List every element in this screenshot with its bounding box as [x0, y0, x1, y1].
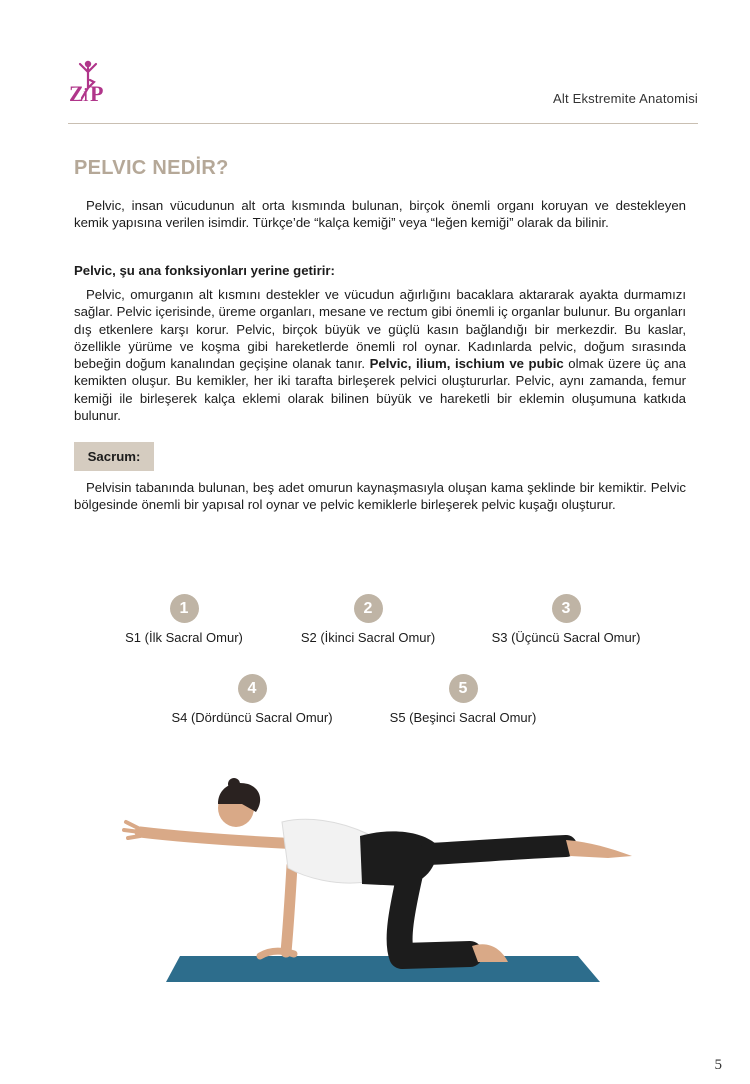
page-number: 5	[714, 1057, 722, 1073]
zip-logo	[68, 58, 110, 114]
support-arm	[286, 866, 292, 952]
vertebra-item-s4	[152, 674, 352, 725]
vertebra-label: S2 (İkinci Sacral Omur)	[300, 630, 436, 645]
sacrum-badge: Sacrum:	[74, 442, 154, 471]
svg-text:i: i	[83, 84, 89, 106]
support-leg	[400, 874, 470, 956]
intro-paragraph: Pelvic, insan vücudunun alt orta kısmında bulunan, birçok önemli organı koruyan ve destekleyen kemik yapısına verilen isimdir. Türkçe’de “kalça kemiği” veya “leğen kemiği” olarak da bilinir.	[74, 198, 686, 231]
number-badge: 4	[238, 674, 267, 703]
page-title: PELVIC NEDİR?	[74, 157, 229, 179]
functions-heading: Pelvic, şu ana fonksiyonları yerine getirir:	[74, 263, 335, 278]
svg-text:P: P	[90, 81, 104, 106]
number-badge: 3	[552, 594, 581, 623]
extended-leg	[428, 846, 566, 854]
header-title: Alt Ekstremite Anatomisi	[553, 91, 698, 106]
yoga-mat	[166, 956, 600, 982]
functions-text-after: olmak üzere üç ana kemikten oluşur. Bu kemikler, her iki tarafta birleşerek pelvici oluştururlar. Pelvic, aynı zamanda, femur kemiği ile birleşerek kalça eklemi olarak bilinen büyük ve hareketli bir eklemin oluşumuna katkıda bulunur.	[74, 356, 686, 424]
vertebra-item-s1	[84, 594, 284, 645]
vertebra-label: S1 (İlk Sacral Omur)	[125, 630, 243, 645]
vertebra-item-s3	[466, 594, 666, 645]
number-badge: 2	[354, 594, 383, 623]
number-badge: 1	[170, 594, 199, 623]
sacrum-paragraph: Pelvisin tabanında bulunan, beş adet omurun kaynaşmasıyla oluşan kama şeklinde bir kemiktir. Pelvic bölgesinde önemli bir yapısal rol oynar ve pelvic kemiklerle birleşerek pelvic kuşağı oluşturur.	[74, 480, 686, 513]
bird-dog-pose-figure	[110, 770, 650, 995]
number-badge: 5	[449, 674, 478, 703]
functions-text-before: Pelvic, omurganın alt kısmını destekler ve vücudun ağırlığını bacaklara aktararak ayakta durmamızı sağlar. Pelvic içerisinde, üreme organları, mesane ve rectum gibi önemli iç organlar bulunur. Bu organları dış etkenlere karşı korur. Pelvic, birçok büyük ve güçlü kasın bağlandığı bir merkezdir. Bu kaslar, özellikle yürüme ve koşma gibi hareketlerde önemli rol oynar. Kadınlarda pelvic, doğum sırasında bebeğin doğum kanalından geçişine olanak tanır.	[74, 287, 686, 372]
vertebra-label: S5 (Beşinci Sacral Omur)	[389, 710, 537, 725]
vertebra-label: S3 (Üçüncü Sacral Omur)	[491, 630, 641, 645]
vertebra-item-s2	[268, 594, 468, 645]
extended-arm	[140, 832, 300, 844]
header-divider	[68, 123, 698, 124]
functions-paragraph	[74, 286, 686, 424]
vertebra-label: S4 (Dördüncü Sacral Omur)	[171, 710, 333, 725]
svg-text:Z: Z	[69, 81, 84, 106]
functions-bold-bones: Pelvic, ilium, ischium ve pubic	[369, 356, 564, 372]
vertebra-item-s5	[363, 674, 563, 725]
